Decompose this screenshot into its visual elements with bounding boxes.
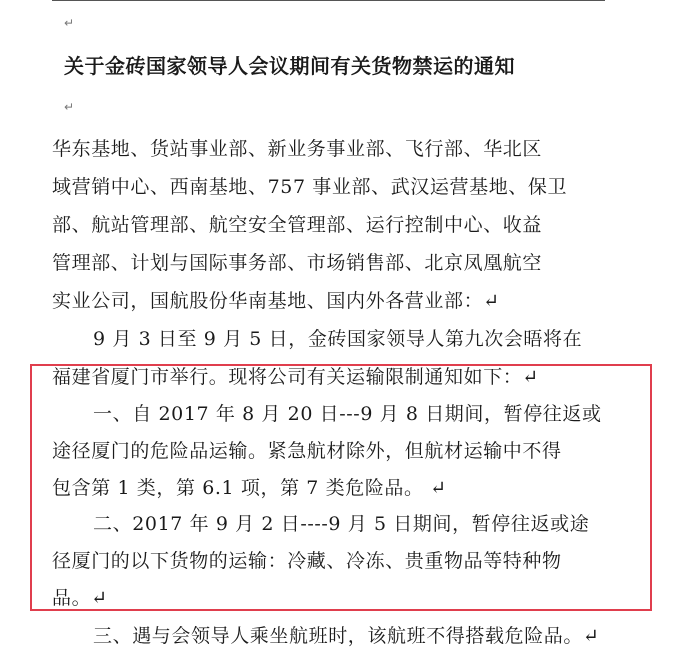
- item-two-line-3: 品。↵: [52, 587, 108, 609]
- header-rule: [52, 0, 605, 1]
- document-title: 关于金砖国家领导人会议期间有关货物禁运的通知: [64, 54, 515, 78]
- recipients-line-3: 部、航站管理部、航空安全管理部、运行控制中心、收益: [52, 214, 543, 236]
- intro-line-1: 9 月 3 日至 9 月 5 日，金砖国家领导人第九次会晤将在: [93, 328, 583, 350]
- highlight-annotation-box: [30, 364, 652, 611]
- item-two-line-1: 二、2017 年 9 月 2 日----9 月 5 日期间，暂停往返或途: [93, 513, 590, 535]
- intro-line-2: 福建省厦门市举行。现将公司有关运输限制通知如下：↵: [52, 366, 539, 388]
- recipients-line-4: 管理部、计划与国际事务部、市场销售部、北京凤凰航空: [52, 252, 543, 274]
- item-two-line-2: 径厦门的以下货物的运输：冷藏、冷冻、贵重物品等特种物: [52, 550, 562, 572]
- item-one-line-3: 包含第 1 类，第 6.1 项，第 7 类危险品。 ↵: [52, 477, 447, 499]
- recipients-line-2: 域营销中心、西南基地、757 事业部、武汉运营基地、保卫: [52, 176, 568, 198]
- paragraph-mark: ↵: [64, 16, 75, 30]
- recipients-line-5: 实业公司，国航股份华南基地、国内外各营业部：↵: [52, 290, 500, 312]
- recipients-line-1: 华东基地、货站事业部、新业务事业部、飞行部、华北区: [52, 138, 543, 160]
- item-one-line-1: 一、自 2017 年 8 月 20 日---9 月 8 日期间，暂停往返或: [93, 403, 602, 425]
- item-one-line-2: 途径厦门的危险品运输。紧急航材除外，但航材运输中不得: [52, 440, 562, 462]
- item-three-line-1: 三、遇与会领导人乘坐航班时，该航班不得搭载危险品。↵: [93, 625, 600, 647]
- paragraph-mark: ↵: [64, 100, 75, 114]
